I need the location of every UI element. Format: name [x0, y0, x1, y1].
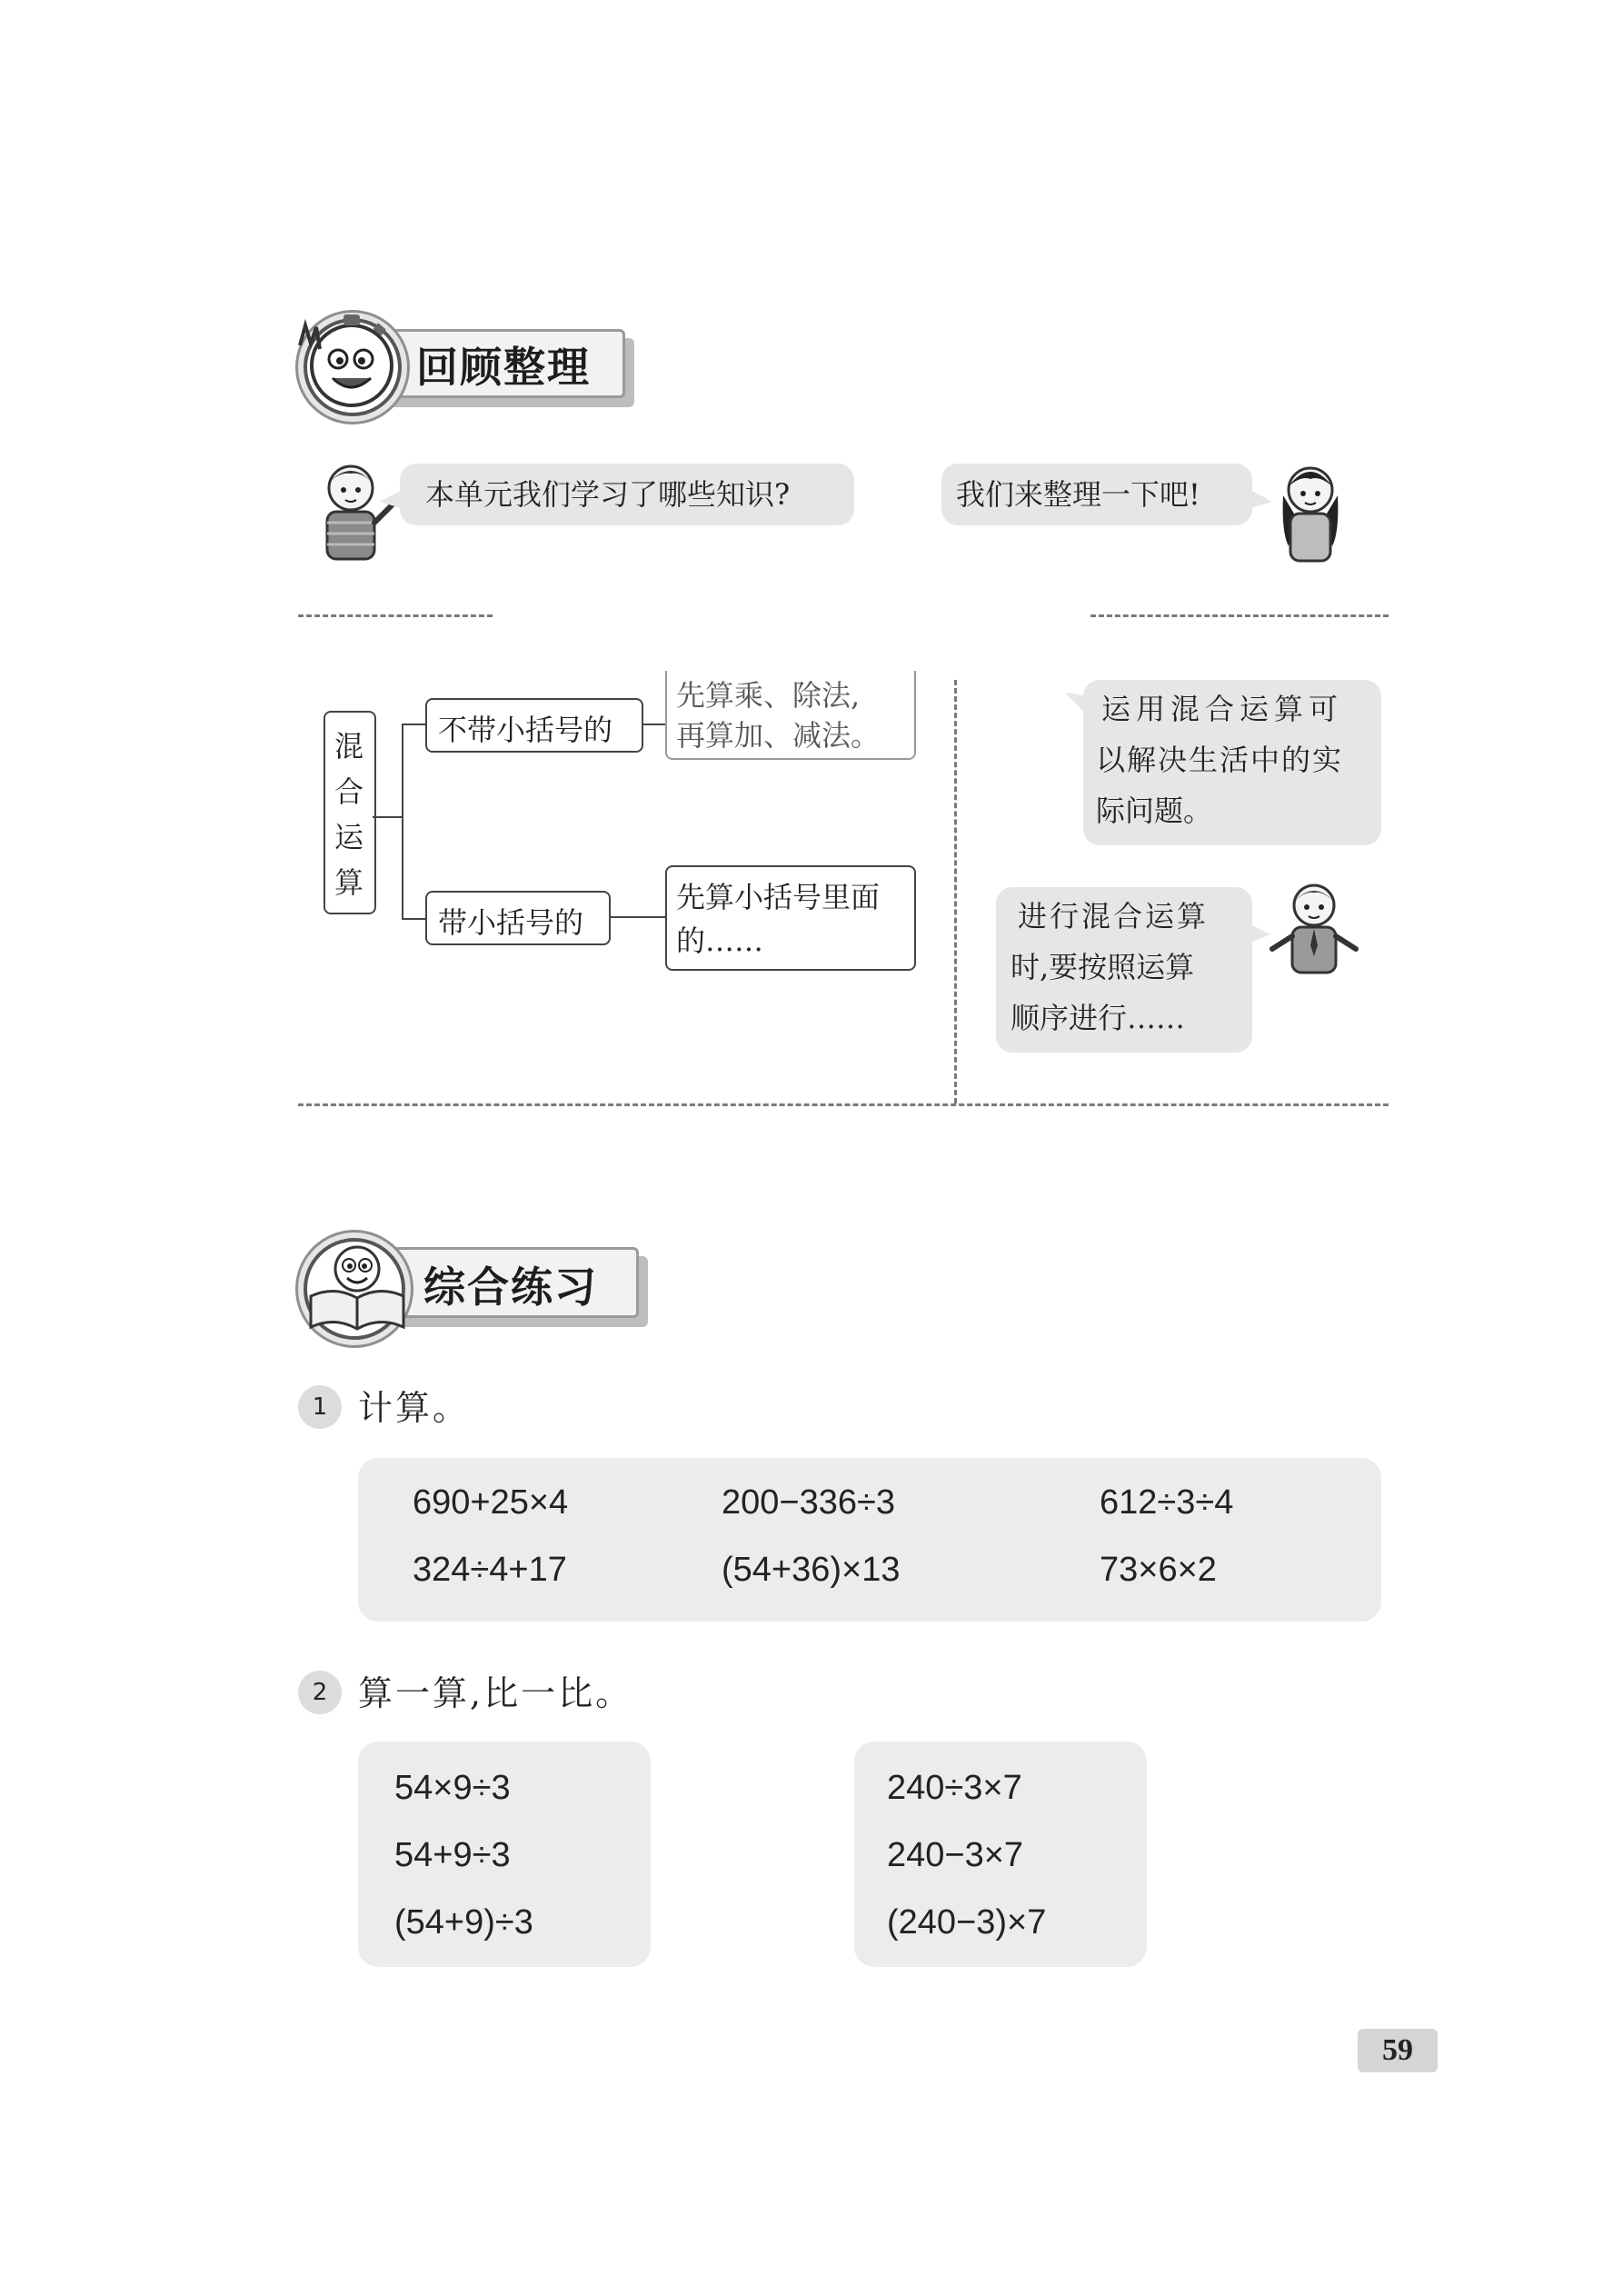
exercise-1-title: 计算。: [358, 1388, 471, 1428]
book-mascot-icon: [298, 1233, 416, 1340]
expression: 54+9÷3: [394, 1836, 511, 1874]
girl-character-icon: [1265, 459, 1356, 568]
dashed-separator-bottom: [298, 1103, 1389, 1106]
rule-no-parentheses: [665, 671, 916, 760]
expression: 690+25×4: [413, 1483, 569, 1522]
expression: (54+36)×13: [722, 1551, 901, 1589]
expression: 612÷3÷4: [1100, 1483, 1234, 1522]
rule-with-parentheses: [665, 865, 916, 971]
tip2-line-2: 时,要按照运算: [1011, 950, 1195, 984]
connector: [402, 724, 427, 725]
exercise-2-right-panel: [854, 1742, 1147, 1967]
stopwatch-mascot-icon: [293, 309, 411, 423]
review-section-title: 回顾整理: [416, 343, 591, 392]
boy-character-icon: [305, 459, 396, 568]
tip-bubble-order: [996, 887, 1252, 1053]
exercise-2-number: 2: [298, 1671, 342, 1714]
exercise-2-title: 算一算,比一比。: [358, 1673, 633, 1713]
rule-with-parentheses-line-2: 的……: [676, 923, 764, 958]
branch-no-parentheses: [425, 698, 643, 753]
branch-with-parentheses: [425, 891, 611, 945]
exercise-1-number: 1: [298, 1385, 342, 1429]
expression: 324÷4+17: [413, 1551, 567, 1589]
branch-no-parentheses-label: 不带小括号的: [438, 713, 613, 747]
tip-bubble-application: [1083, 680, 1381, 845]
root-char-2: 合: [334, 774, 364, 809]
answer-text: 我们来整理一下吧!: [956, 477, 1200, 512]
root-char-3: 运: [334, 820, 364, 854]
tip1-line-1: 运用混合运算可: [1101, 692, 1344, 726]
question-bubble: [400, 464, 854, 525]
question-text: 本单元我们学习了哪些知识?: [425, 477, 791, 512]
root-char-4: 算: [334, 865, 364, 900]
exercise-2-left-panel: [358, 1742, 651, 1967]
answer-bubble: [941, 464, 1252, 525]
tip2-line-1: 进行混合运算: [1018, 899, 1210, 933]
connector: [609, 916, 665, 918]
root-char-1: 混: [334, 729, 364, 764]
practice-section-title: 综合练习: [423, 1263, 598, 1312]
tip1-line-3: 际问题。: [1096, 794, 1213, 828]
expression: (54+9)÷3: [394, 1903, 533, 1942]
branch-with-parentheses-label: 带小括号的: [438, 905, 584, 940]
connector: [373, 816, 402, 818]
dashed-separator-vertical: [954, 680, 957, 1103]
rule-no-parentheses-line-2: 再算加、减法。: [676, 718, 881, 753]
exercise-1-panel: [358, 1458, 1381, 1622]
connector: [402, 918, 427, 920]
page-number: 59: [1358, 2029, 1438, 2072]
expression: 200−336÷3: [722, 1483, 895, 1522]
rule-with-parentheses-line-1: 先算小括号里面: [676, 880, 881, 914]
connector: [402, 724, 403, 920]
expression: 73×6×2: [1100, 1551, 1217, 1589]
boy-tie-character-icon: [1265, 878, 1363, 978]
mindmap-root: [324, 711, 376, 914]
expression: 240÷3×7: [887, 1769, 1022, 1807]
expression: 54×9÷3: [394, 1769, 511, 1807]
tip2-line-3: 顺序进行……: [1011, 1001, 1186, 1035]
expression: (240−3)×7: [887, 1903, 1047, 1942]
connector: [642, 724, 665, 725]
rule-no-parentheses-line-1: 先算乘、除法,: [676, 678, 861, 713]
dashed-separator-top-left: [298, 614, 493, 617]
tip1-line-2: 以解决生活中的实: [1096, 743, 1344, 777]
expression: 240−3×7: [887, 1836, 1024, 1874]
dashed-separator-top-right: [1090, 614, 1389, 617]
